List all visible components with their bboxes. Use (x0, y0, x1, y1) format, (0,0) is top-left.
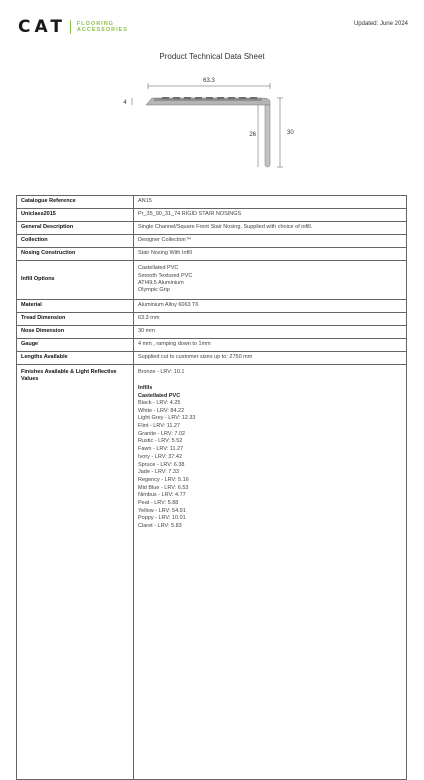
gauge-label: 4 (123, 100, 127, 106)
finishes-label: Finishes Available & Light Reflective Values (17, 365, 134, 780)
table-row (17, 339, 407, 352)
finishes-value (134, 365, 407, 780)
table-row (17, 352, 407, 365)
finish-item: Regency - LRV: 5.16 (138, 476, 189, 483)
finish-item: Fawn - LRV: 11.27 (138, 446, 184, 453)
infill-options-label: Infill Options (17, 261, 134, 300)
tread-dimension-value: 63.3 mm (134, 313, 407, 326)
finish-item: Yellow - LRV: 54.91 (138, 507, 186, 514)
gauge-value: 4 mm , ramping down to 1mm (134, 339, 407, 352)
table-row (17, 300, 407, 313)
finish-item: Light Grey - LRV: 12.33 (138, 415, 196, 422)
infill-option: Castellated PVC (138, 265, 179, 272)
tread-dimension-row-label: Tread Dimension (17, 313, 134, 326)
infill-option: ATI49.5 Aluminium (138, 280, 184, 286)
general-description-label: General Description (17, 222, 134, 235)
finish-item: Nimbus - LRV: 4.77 (138, 492, 186, 499)
catalogue-reference-label: Catalogue Reference (17, 196, 134, 209)
finish-list (138, 400, 402, 531)
finish-item: Ivory - LRV: 37.42 (138, 453, 183, 460)
collection-value: Designer Collection™ (134, 235, 407, 248)
infill-options-value (134, 261, 407, 300)
nose-dimension-value: 30 mm (134, 326, 407, 339)
table-row (17, 313, 407, 326)
catalogue-reference-value: AN15 (134, 196, 407, 209)
finish-item: White - LRV: 84.22 (138, 407, 185, 414)
gauge-row-label: Gauge (17, 339, 134, 352)
table-row (17, 365, 407, 780)
logo-sub-line2: ACCESSORIES (76, 27, 128, 33)
nose-inner-label: 26 (249, 132, 256, 138)
lengths-available-label: Lengths Available (17, 352, 134, 365)
table-row (17, 209, 407, 222)
material-value: Aluminium Alloy 6063 T6 (134, 300, 407, 313)
table-row (17, 261, 407, 300)
table-row (17, 235, 407, 248)
collection-label: Collection (17, 235, 134, 248)
castellated-heading: Castellated PVC (138, 392, 181, 399)
table-row (17, 196, 407, 209)
finish-item: Rustic - LRV: 5.52 (138, 438, 183, 445)
updated-date: Updated: June 2024 (353, 21, 408, 27)
finish-item: Spruce - LRV: 6.38 (138, 461, 185, 468)
profile-drawing (110, 74, 320, 174)
lengths-available-value: Supplied cut to customer sizes up to: 2750 mm (134, 352, 407, 365)
page-title: Product Technical Data Sheet (159, 52, 265, 61)
bronze-finish: Bronze - LRV: 10.1 (138, 369, 185, 375)
table-row (17, 326, 407, 339)
finish-item: Claret - LRV: 5.83 (138, 523, 182, 530)
uniclass-value: Pr_35_90_31_74 RIGID STAIR NOSINGS (134, 209, 407, 222)
infill-option: Smooth Textured PVC (138, 272, 193, 279)
table-row (17, 222, 407, 235)
logo-sub-line1: FLOORING (76, 21, 114, 27)
finish-item: Jade - LRV: 7.33 (138, 469, 179, 476)
table-row (17, 248, 407, 261)
infill-option: Olympic Grip (138, 287, 170, 294)
header (18, 16, 408, 38)
uniclass-label: Uniclass2015 (17, 209, 134, 222)
finish-item: Peat - LRV: 5.88 (138, 500, 179, 507)
finish-item: Poppy - LRV: 10.01 (138, 515, 186, 522)
finish-item: Granite - LRV: 7.02 (138, 430, 186, 437)
infills-heading: Infills (138, 385, 153, 392)
nosing-construction-label: Nosing Construction (17, 248, 134, 261)
logo-wordmark: CAT (18, 17, 66, 37)
nosing-leg (265, 105, 270, 167)
general-description-value: Single Channel/Square Front Stair Nosing. Supplied with choice of infill. (134, 222, 407, 235)
nosing-construction-value: Stair Nosing With Infill (134, 248, 407, 261)
finish-item: Flint - LRV: 11.27 (138, 423, 181, 429)
spec-table (16, 195, 407, 780)
nose-outer-label: 30 (287, 130, 294, 136)
finish-item: Mid Blue - LRV: 6.53 (138, 484, 189, 491)
profile-svg (110, 74, 320, 174)
material-label: Material (17, 300, 134, 313)
logo-subtitle (77, 21, 128, 33)
tread-dimension-label: 63.3 (203, 78, 215, 84)
cat-logo (18, 16, 128, 38)
finish-item: Black - LRV: 4.25 (138, 399, 181, 406)
castellation-ridges (162, 97, 257, 99)
logo-divider (70, 20, 71, 34)
nose-dimension-label: Nose Dimension (17, 326, 134, 339)
